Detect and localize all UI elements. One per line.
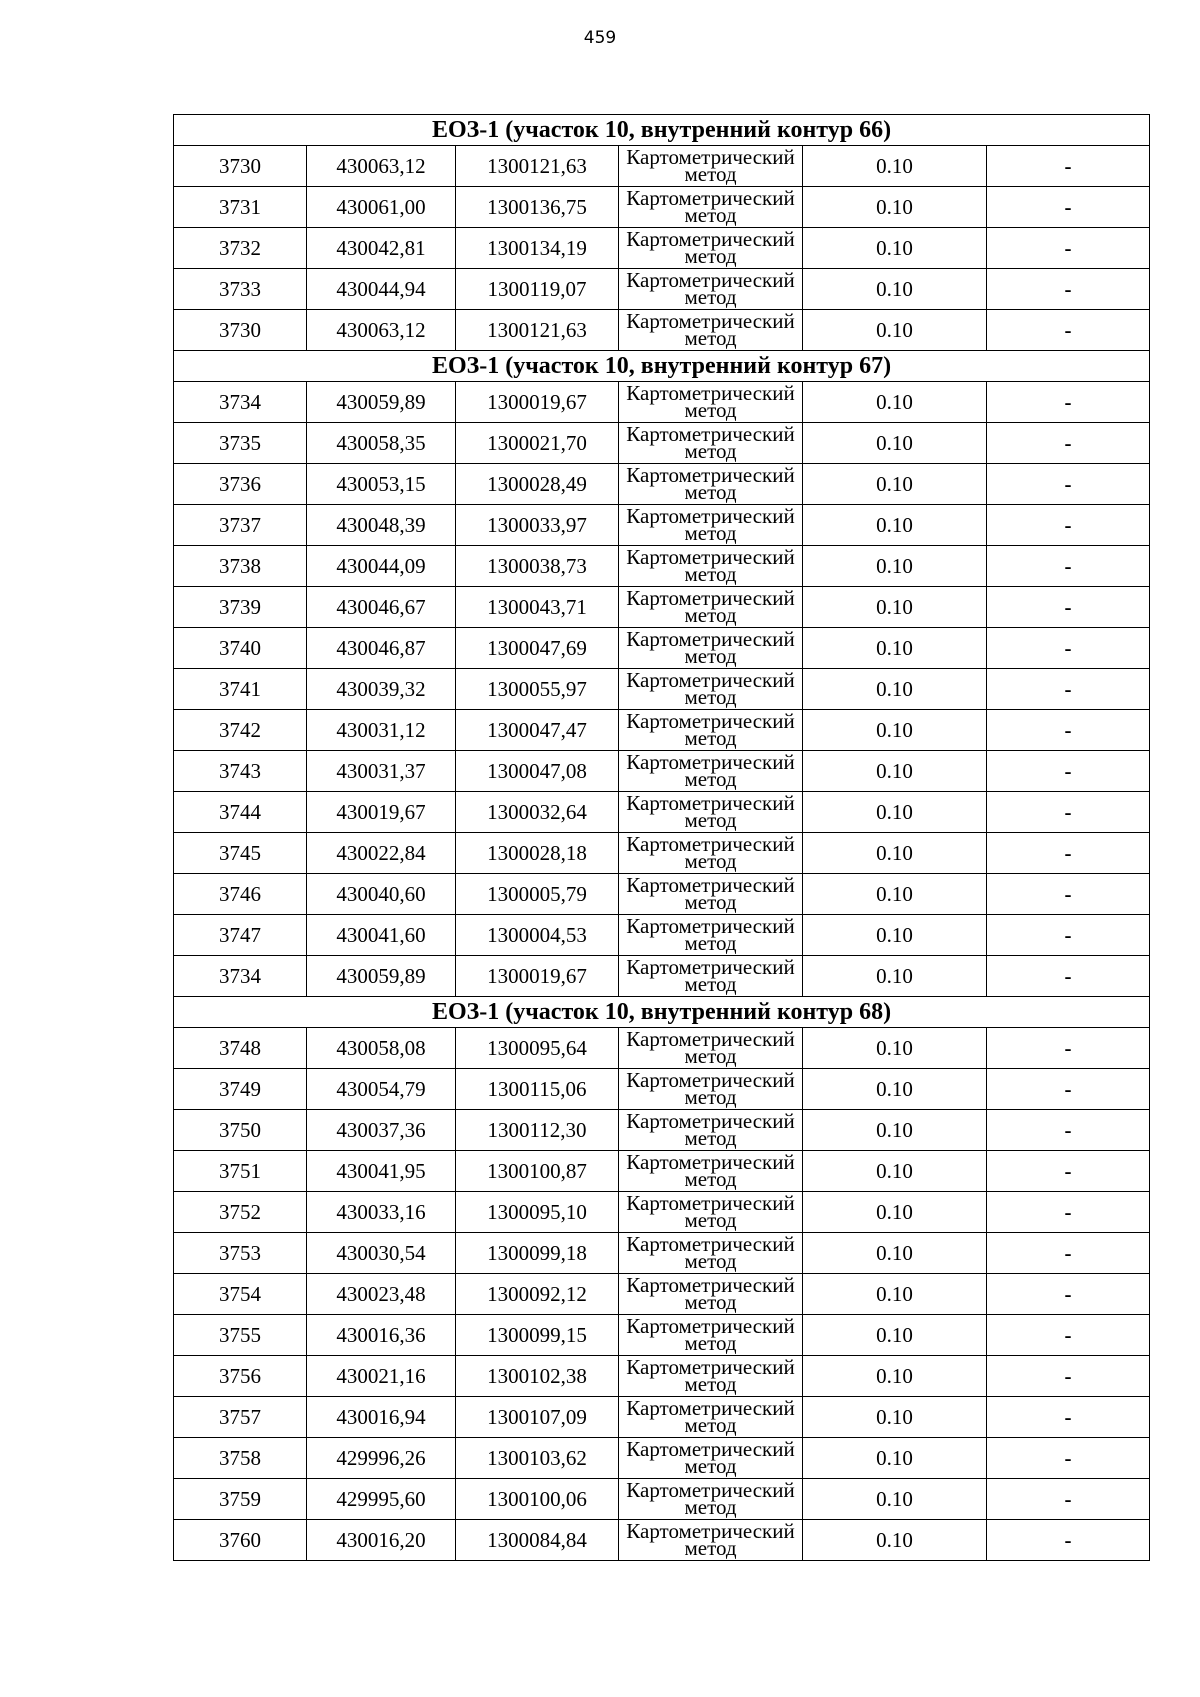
- point-number-cell: 3749: [174, 1069, 307, 1110]
- table-row: [174, 1233, 1150, 1274]
- section-title: ЕОЗ-1 (участок 10, внутренний контур 68): [174, 997, 1150, 1028]
- y-coordinate-cell: 1300084,84: [456, 1520, 619, 1561]
- accuracy-cell: 0.10: [803, 1315, 987, 1356]
- method-cell: Картометрический метод: [619, 915, 803, 956]
- x-coordinate-cell: 430037,36: [307, 1110, 456, 1151]
- method-cell: Картометрический метод: [619, 628, 803, 669]
- accuracy-cell: 0.10: [803, 310, 987, 351]
- x-coordinate-cell: 430016,36: [307, 1315, 456, 1356]
- x-coordinate-cell: 430059,89: [307, 956, 456, 997]
- accuracy-cell: 0.10: [803, 915, 987, 956]
- note-cell: -: [987, 1028, 1150, 1069]
- method-cell: Картометрический метод: [619, 546, 803, 587]
- accuracy-cell: 0.10: [803, 269, 987, 310]
- point-number-cell: 3730: [174, 310, 307, 351]
- method-cell: Картометрический метод: [619, 310, 803, 351]
- method-cell: Картометрический метод: [619, 1397, 803, 1438]
- method-cell: Картометрический метод: [619, 269, 803, 310]
- table-row: [174, 423, 1150, 464]
- x-coordinate-cell: 430063,12: [307, 146, 456, 187]
- accuracy-cell: 0.10: [803, 423, 987, 464]
- method-cell: Картометрический метод: [619, 464, 803, 505]
- point-number-cell: 3739: [174, 587, 307, 628]
- method-cell: Картометрический метод: [619, 833, 803, 874]
- method-cell: Картометрический метод: [619, 1028, 803, 1069]
- table-row: [174, 1110, 1150, 1151]
- accuracy-cell: 0.10: [803, 1438, 987, 1479]
- method-cell: Картометрический метод: [619, 587, 803, 628]
- accuracy-cell: 0.10: [803, 1110, 987, 1151]
- note-cell: -: [987, 1397, 1150, 1438]
- note-cell: -: [987, 464, 1150, 505]
- x-coordinate-cell: 430058,35: [307, 423, 456, 464]
- point-number-cell: 3740: [174, 628, 307, 669]
- point-number-cell: 3754: [174, 1274, 307, 1315]
- note-cell: -: [987, 915, 1150, 956]
- accuracy-cell: 0.10: [803, 792, 987, 833]
- table-row: [174, 464, 1150, 505]
- note-cell: -: [987, 546, 1150, 587]
- accuracy-cell: 0.10: [803, 669, 987, 710]
- method-cell: Картометрический метод: [619, 1520, 803, 1561]
- y-coordinate-cell: 1300107,09: [456, 1397, 619, 1438]
- note-cell: -: [987, 587, 1150, 628]
- y-coordinate-cell: 1300102,38: [456, 1356, 619, 1397]
- point-number-cell: 3737: [174, 505, 307, 546]
- accuracy-cell: 0.10: [803, 833, 987, 874]
- accuracy-cell: 0.10: [803, 1069, 987, 1110]
- y-coordinate-cell: 1300028,18: [456, 833, 619, 874]
- note-cell: -: [987, 956, 1150, 997]
- method-cell: Картометрический метод: [619, 1479, 803, 1520]
- table-row: [174, 751, 1150, 792]
- note-cell: -: [987, 669, 1150, 710]
- method-cell: Картометрический метод: [619, 751, 803, 792]
- x-coordinate-cell: 430041,60: [307, 915, 456, 956]
- point-number-cell: 3753: [174, 1233, 307, 1274]
- x-coordinate-cell: 430016,20: [307, 1520, 456, 1561]
- y-coordinate-cell: 1300136,75: [456, 187, 619, 228]
- table-row: [174, 1397, 1150, 1438]
- y-coordinate-cell: 1300055,97: [456, 669, 619, 710]
- table-row: [174, 1069, 1150, 1110]
- accuracy-cell: 0.10: [803, 1192, 987, 1233]
- point-number-cell: 3759: [174, 1479, 307, 1520]
- y-coordinate-cell: 1300099,18: [456, 1233, 619, 1274]
- y-coordinate-cell: 1300112,30: [456, 1110, 619, 1151]
- x-coordinate-cell: 430022,84: [307, 833, 456, 874]
- table-row: [174, 710, 1150, 751]
- point-number-cell: 3741: [174, 669, 307, 710]
- y-coordinate-cell: 1300119,07: [456, 269, 619, 310]
- point-number-cell: 3755: [174, 1315, 307, 1356]
- y-coordinate-cell: 1300095,64: [456, 1028, 619, 1069]
- y-coordinate-cell: 1300115,06: [456, 1069, 619, 1110]
- table-row: [174, 228, 1150, 269]
- point-number-cell: 3742: [174, 710, 307, 751]
- y-coordinate-cell: 1300103,62: [456, 1438, 619, 1479]
- table-row: [174, 1151, 1150, 1192]
- x-coordinate-cell: 430030,54: [307, 1233, 456, 1274]
- table-row: [174, 146, 1150, 187]
- section-header-row: [174, 115, 1150, 146]
- method-cell: Картометрический метод: [619, 228, 803, 269]
- note-cell: -: [987, 1151, 1150, 1192]
- note-cell: -: [987, 1438, 1150, 1479]
- table-row: [174, 874, 1150, 915]
- method-cell: Картометрический метод: [619, 1233, 803, 1274]
- method-cell: Картометрический метод: [619, 423, 803, 464]
- method-cell: Картометрический метод: [619, 1274, 803, 1315]
- point-number-cell: 3752: [174, 1192, 307, 1233]
- section-header-row: [174, 351, 1150, 382]
- note-cell: -: [987, 423, 1150, 464]
- accuracy-cell: 0.10: [803, 505, 987, 546]
- point-number-cell: 3738: [174, 546, 307, 587]
- accuracy-cell: 0.10: [803, 382, 987, 423]
- coordinates-table-body: [174, 115, 1150, 1561]
- x-coordinate-cell: 430053,15: [307, 464, 456, 505]
- y-coordinate-cell: 1300028,49: [456, 464, 619, 505]
- method-cell: Картометрический метод: [619, 874, 803, 915]
- accuracy-cell: 0.10: [803, 1151, 987, 1192]
- accuracy-cell: 0.10: [803, 146, 987, 187]
- table-row: [174, 505, 1150, 546]
- point-number-cell: 3736: [174, 464, 307, 505]
- section-title: ЕОЗ-1 (участок 10, внутренний контур 66): [174, 115, 1150, 146]
- note-cell: -: [987, 1069, 1150, 1110]
- accuracy-cell: 0.10: [803, 546, 987, 587]
- table-row: [174, 792, 1150, 833]
- table-row: [174, 269, 1150, 310]
- x-coordinate-cell: 430044,09: [307, 546, 456, 587]
- table-row: [174, 1028, 1150, 1069]
- x-coordinate-cell: 430048,39: [307, 505, 456, 546]
- point-number-cell: 3730: [174, 146, 307, 187]
- note-cell: -: [987, 710, 1150, 751]
- coordinates-table: [173, 114, 1150, 1561]
- point-number-cell: 3757: [174, 1397, 307, 1438]
- note-cell: -: [987, 792, 1150, 833]
- method-cell: Картометрический метод: [619, 382, 803, 423]
- point-number-cell: 3744: [174, 792, 307, 833]
- note-cell: -: [987, 269, 1150, 310]
- y-coordinate-cell: 1300100,87: [456, 1151, 619, 1192]
- table-row: [174, 1356, 1150, 1397]
- method-cell: Картометрический метод: [619, 669, 803, 710]
- x-coordinate-cell: 430033,16: [307, 1192, 456, 1233]
- table-row: [174, 546, 1150, 587]
- y-coordinate-cell: 1300134,19: [456, 228, 619, 269]
- point-number-cell: 3733: [174, 269, 307, 310]
- y-coordinate-cell: 1300021,70: [456, 423, 619, 464]
- x-coordinate-cell: 430046,87: [307, 628, 456, 669]
- table-row: [174, 587, 1150, 628]
- point-number-cell: 3734: [174, 956, 307, 997]
- x-coordinate-cell: 429996,26: [307, 1438, 456, 1479]
- note-cell: -: [987, 751, 1150, 792]
- table-row: [174, 310, 1150, 351]
- x-coordinate-cell: 430023,48: [307, 1274, 456, 1315]
- accuracy-cell: 0.10: [803, 1233, 987, 1274]
- point-number-cell: 3760: [174, 1520, 307, 1561]
- accuracy-cell: 0.10: [803, 228, 987, 269]
- table-row: [174, 1274, 1150, 1315]
- note-cell: -: [987, 187, 1150, 228]
- x-coordinate-cell: 430041,95: [307, 1151, 456, 1192]
- point-number-cell: 3734: [174, 382, 307, 423]
- note-cell: -: [987, 1479, 1150, 1520]
- accuracy-cell: 0.10: [803, 187, 987, 228]
- point-number-cell: 3743: [174, 751, 307, 792]
- note-cell: -: [987, 228, 1150, 269]
- method-cell: Картометрический метод: [619, 1069, 803, 1110]
- accuracy-cell: 0.10: [803, 710, 987, 751]
- x-coordinate-cell: 430044,94: [307, 269, 456, 310]
- y-coordinate-cell: 1300121,63: [456, 310, 619, 351]
- y-coordinate-cell: 1300033,97: [456, 505, 619, 546]
- x-coordinate-cell: 430046,67: [307, 587, 456, 628]
- section-title: ЕОЗ-1 (участок 10, внутренний контур 67): [174, 351, 1150, 382]
- note-cell: -: [987, 628, 1150, 669]
- table-row: [174, 628, 1150, 669]
- accuracy-cell: 0.10: [803, 751, 987, 792]
- point-number-cell: 3735: [174, 423, 307, 464]
- x-coordinate-cell: 430040,60: [307, 874, 456, 915]
- note-cell: -: [987, 382, 1150, 423]
- accuracy-cell: 0.10: [803, 956, 987, 997]
- method-cell: Картометрический метод: [619, 146, 803, 187]
- note-cell: -: [987, 1192, 1150, 1233]
- table-row: [174, 956, 1150, 997]
- x-coordinate-cell: 430031,37: [307, 751, 456, 792]
- point-number-cell: 3756: [174, 1356, 307, 1397]
- accuracy-cell: 0.10: [803, 628, 987, 669]
- table-row: [174, 1192, 1150, 1233]
- point-number-cell: 3747: [174, 915, 307, 956]
- y-coordinate-cell: 1300004,53: [456, 915, 619, 956]
- method-cell: Картометрический метод: [619, 710, 803, 751]
- method-cell: Картометрический метод: [619, 505, 803, 546]
- y-coordinate-cell: 1300047,69: [456, 628, 619, 669]
- x-coordinate-cell: 430054,79: [307, 1069, 456, 1110]
- accuracy-cell: 0.10: [803, 464, 987, 505]
- y-coordinate-cell: 1300100,06: [456, 1479, 619, 1520]
- note-cell: -: [987, 833, 1150, 874]
- y-coordinate-cell: 1300043,71: [456, 587, 619, 628]
- table-row: [174, 1520, 1150, 1561]
- x-coordinate-cell: 430021,16: [307, 1356, 456, 1397]
- y-coordinate-cell: 1300032,64: [456, 792, 619, 833]
- accuracy-cell: 0.10: [803, 1479, 987, 1520]
- y-coordinate-cell: 1300099,15: [456, 1315, 619, 1356]
- accuracy-cell: 0.10: [803, 874, 987, 915]
- point-number-cell: 3746: [174, 874, 307, 915]
- accuracy-cell: 0.10: [803, 1274, 987, 1315]
- method-cell: Картометрический метод: [619, 1315, 803, 1356]
- y-coordinate-cell: 1300005,79: [456, 874, 619, 915]
- method-cell: Картометрический метод: [619, 1356, 803, 1397]
- y-coordinate-cell: 1300047,47: [456, 710, 619, 751]
- accuracy-cell: 0.10: [803, 1520, 987, 1561]
- note-cell: -: [987, 1110, 1150, 1151]
- x-coordinate-cell: 430061,00: [307, 187, 456, 228]
- x-coordinate-cell: 430031,12: [307, 710, 456, 751]
- table-row: [174, 915, 1150, 956]
- x-coordinate-cell: 430042,81: [307, 228, 456, 269]
- accuracy-cell: 0.10: [803, 1356, 987, 1397]
- y-coordinate-cell: 1300047,08: [456, 751, 619, 792]
- accuracy-cell: 0.10: [803, 587, 987, 628]
- section-header-row: [174, 997, 1150, 1028]
- x-coordinate-cell: 430016,94: [307, 1397, 456, 1438]
- y-coordinate-cell: 1300019,67: [456, 382, 619, 423]
- point-number-cell: 3748: [174, 1028, 307, 1069]
- y-coordinate-cell: 1300095,10: [456, 1192, 619, 1233]
- x-coordinate-cell: 430059,89: [307, 382, 456, 423]
- note-cell: -: [987, 1315, 1150, 1356]
- note-cell: -: [987, 146, 1150, 187]
- note-cell: -: [987, 1233, 1150, 1274]
- point-number-cell: 3732: [174, 228, 307, 269]
- table-row: [174, 833, 1150, 874]
- table-row: [174, 1438, 1150, 1479]
- point-number-cell: 3745: [174, 833, 307, 874]
- y-coordinate-cell: 1300121,63: [456, 146, 619, 187]
- accuracy-cell: 0.10: [803, 1397, 987, 1438]
- method-cell: Картометрический метод: [619, 1151, 803, 1192]
- x-coordinate-cell: 430019,67: [307, 792, 456, 833]
- point-number-cell: 3751: [174, 1151, 307, 1192]
- note-cell: -: [987, 310, 1150, 351]
- point-number-cell: 3750: [174, 1110, 307, 1151]
- method-cell: Картометрический метод: [619, 956, 803, 997]
- x-coordinate-cell: 430063,12: [307, 310, 456, 351]
- method-cell: Картометрический метод: [619, 1192, 803, 1233]
- method-cell: Картометрический метод: [619, 1438, 803, 1479]
- page-number: 459: [583, 28, 617, 48]
- point-number-cell: 3758: [174, 1438, 307, 1479]
- y-coordinate-cell: 1300019,67: [456, 956, 619, 997]
- method-cell: Картометрический метод: [619, 792, 803, 833]
- table-row: [174, 382, 1150, 423]
- table-row: [174, 187, 1150, 228]
- x-coordinate-cell: 430039,32: [307, 669, 456, 710]
- point-number-cell: 3731: [174, 187, 307, 228]
- x-coordinate-cell: 429995,60: [307, 1479, 456, 1520]
- table-row: [174, 1315, 1150, 1356]
- method-cell: Картометрический метод: [619, 187, 803, 228]
- accuracy-cell: 0.10: [803, 1028, 987, 1069]
- table-row: [174, 1479, 1150, 1520]
- note-cell: -: [987, 505, 1150, 546]
- note-cell: -: [987, 1356, 1150, 1397]
- table-row: [174, 669, 1150, 710]
- y-coordinate-cell: 1300092,12: [456, 1274, 619, 1315]
- note-cell: -: [987, 874, 1150, 915]
- note-cell: -: [987, 1274, 1150, 1315]
- y-coordinate-cell: 1300038,73: [456, 546, 619, 587]
- note-cell: -: [987, 1520, 1150, 1561]
- x-coordinate-cell: 430058,08: [307, 1028, 456, 1069]
- method-cell: Картометрический метод: [619, 1110, 803, 1151]
